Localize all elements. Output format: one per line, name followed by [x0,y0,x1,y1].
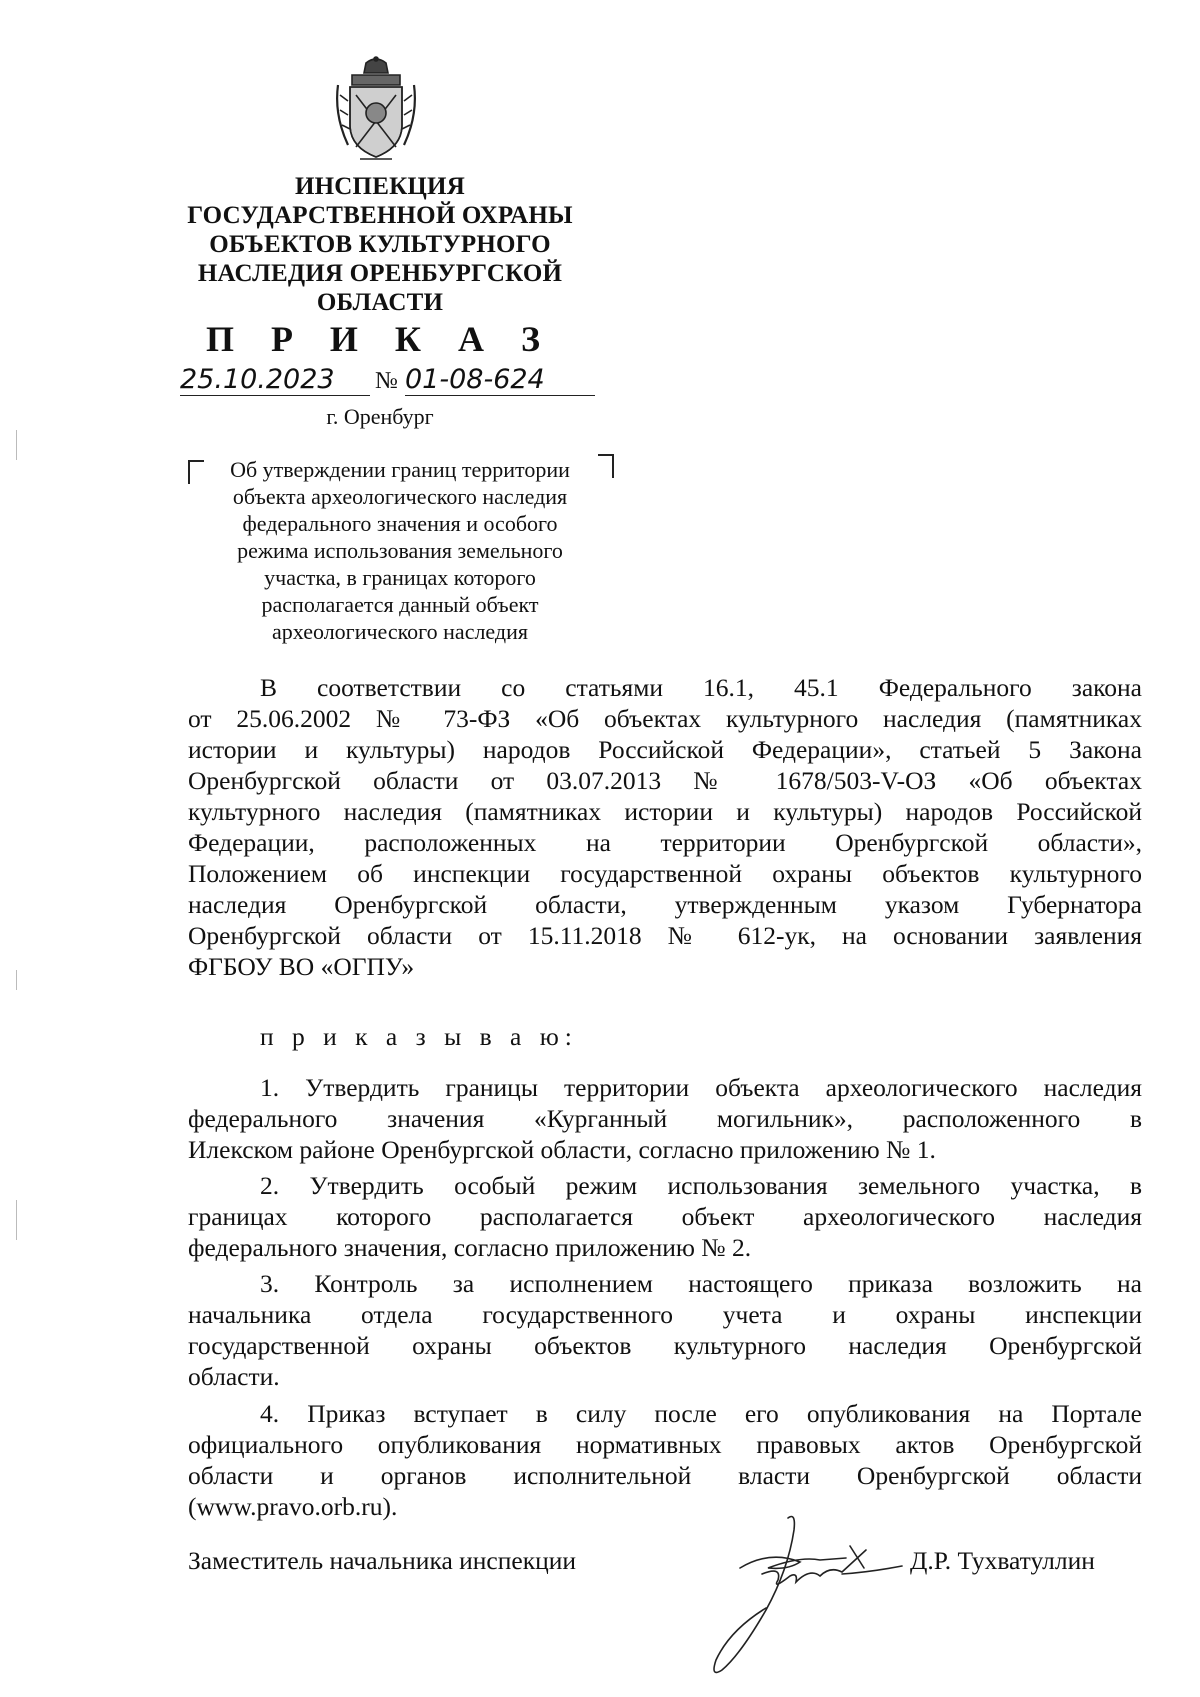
subject-line: режима использования земельного [237,538,563,563]
org-title-line: ОБЪЕКТОВ КУЛЬТУРНОГО [209,231,551,258]
subject-line: располагается данный объект [261,592,539,617]
item-line: официального опубликования нормативных правовых актов Оренбургской [188,1430,1142,1459]
org-title-line: ГОСУДАРСТВЕННОЙ ОХРАНЫ [187,202,573,229]
signatory-position: Заместитель начальника инспекции [188,1546,577,1575]
item-line: начальника отдела государственного учета и охраны инспекции [188,1300,1142,1329]
subject-line: объекта археологического наследия [232,484,568,509]
subject-line: федерального значения и особого [242,511,558,536]
handwritten-number: 01-08-624 [405,364,595,396]
subject-line: археологического наследия [272,619,528,644]
org-title-line: НАСЛЕДИЯ ОРЕНБУРГСКОЙ [197,260,563,287]
subject-line: участка, в границах которого [264,565,536,590]
order-subject [200,456,600,645]
order-item-2 [188,1170,1142,1263]
item-line: Илекском районе Оренбургской области, согласно приложению № 1. [188,1135,936,1164]
number-sign: № [375,368,398,394]
preamble [188,672,1142,982]
item-line: 3. Контроль за исполнением настоящего приказа возложить на [260,1269,1142,1298]
preamble-line: Оренбургской области от 03.07.2013 № 1678/503-V-ОЗ «Об объектах [188,766,1142,795]
preamble-line: от 25.06.2002 № 73-ФЗ «Об объектах культурного наследия (памятниках [188,704,1142,733]
organization-title [170,172,590,317]
item-line: области. [188,1362,280,1391]
preamble-line: Федерации, расположенных на территории Оренбургской области», [188,828,1142,857]
item-line: границах которого располагается объект археологического наследия [188,1202,1142,1231]
item-line: 1. Утвердить границы территории объекта археологического наследия [260,1073,1142,1102]
preamble-line: наследия Оренбургской области, утвержденным указом Губернатора [188,890,1142,919]
scan-margin-marks [14,430,20,1330]
handwritten-signature [670,1510,930,1680]
preamble-line: В соответствии со статьями 16.1, 45.1 Федерального закона [260,673,1142,702]
order-item-3 [188,1268,1142,1392]
preamble-line: Оренбургской области от 15.11.2018 № 612-ук, на основании заявления [188,921,1142,950]
city: г. Оренбург [326,404,434,429]
order-word: п р и к а з ы в а ю: [260,1022,578,1051]
item-line: федерального значения, согласно приложению № 2. [188,1233,752,1262]
date-number-line [180,364,640,404]
preamble-line: Положением об инспекции государственной охраны объектов культурного [188,859,1142,888]
subject-bracket-right [598,454,614,478]
item-line: 2. Утвердить особый режим использования земельного участка, в [260,1171,1142,1200]
item-line: области и органов исполнительной власти Оренбургской области [188,1461,1142,1490]
coat-of-arms-icon [330,55,422,165]
item-line: федерального значения «Курганный могильник», расположенного в [188,1104,1142,1133]
item-line: (www.pravo.orb.ru). [188,1492,398,1521]
preamble-line: ФГБОУ ВО «ОГПУ» [188,952,415,981]
preamble-line: культурного наследия (памятниках истории и культуры) народов Российской [188,797,1142,826]
subject-line: Об утверждении границ территории [230,457,570,482]
preamble-line: истории и культуры) народов Российской Федерации», статьей 5 Закона [188,735,1142,764]
org-title-line: ИНСПЕКЦИЯ [295,173,465,200]
item-line: 4. Приказ вступает в силу после его опубликования на Портале [260,1399,1142,1428]
signatory-name: Д.Р. Тухватуллин [910,1546,1095,1575]
document-type: П Р И К А З [205,319,555,359]
handwritten-date: 25.10.2023 [180,364,370,396]
order-item-1 [188,1072,1142,1165]
org-title-line: ОБЛАСТИ [316,289,444,316]
item-line: государственной охраны объектов культурного наследия Оренбургской [188,1331,1142,1360]
order-item-4 [188,1398,1142,1522]
